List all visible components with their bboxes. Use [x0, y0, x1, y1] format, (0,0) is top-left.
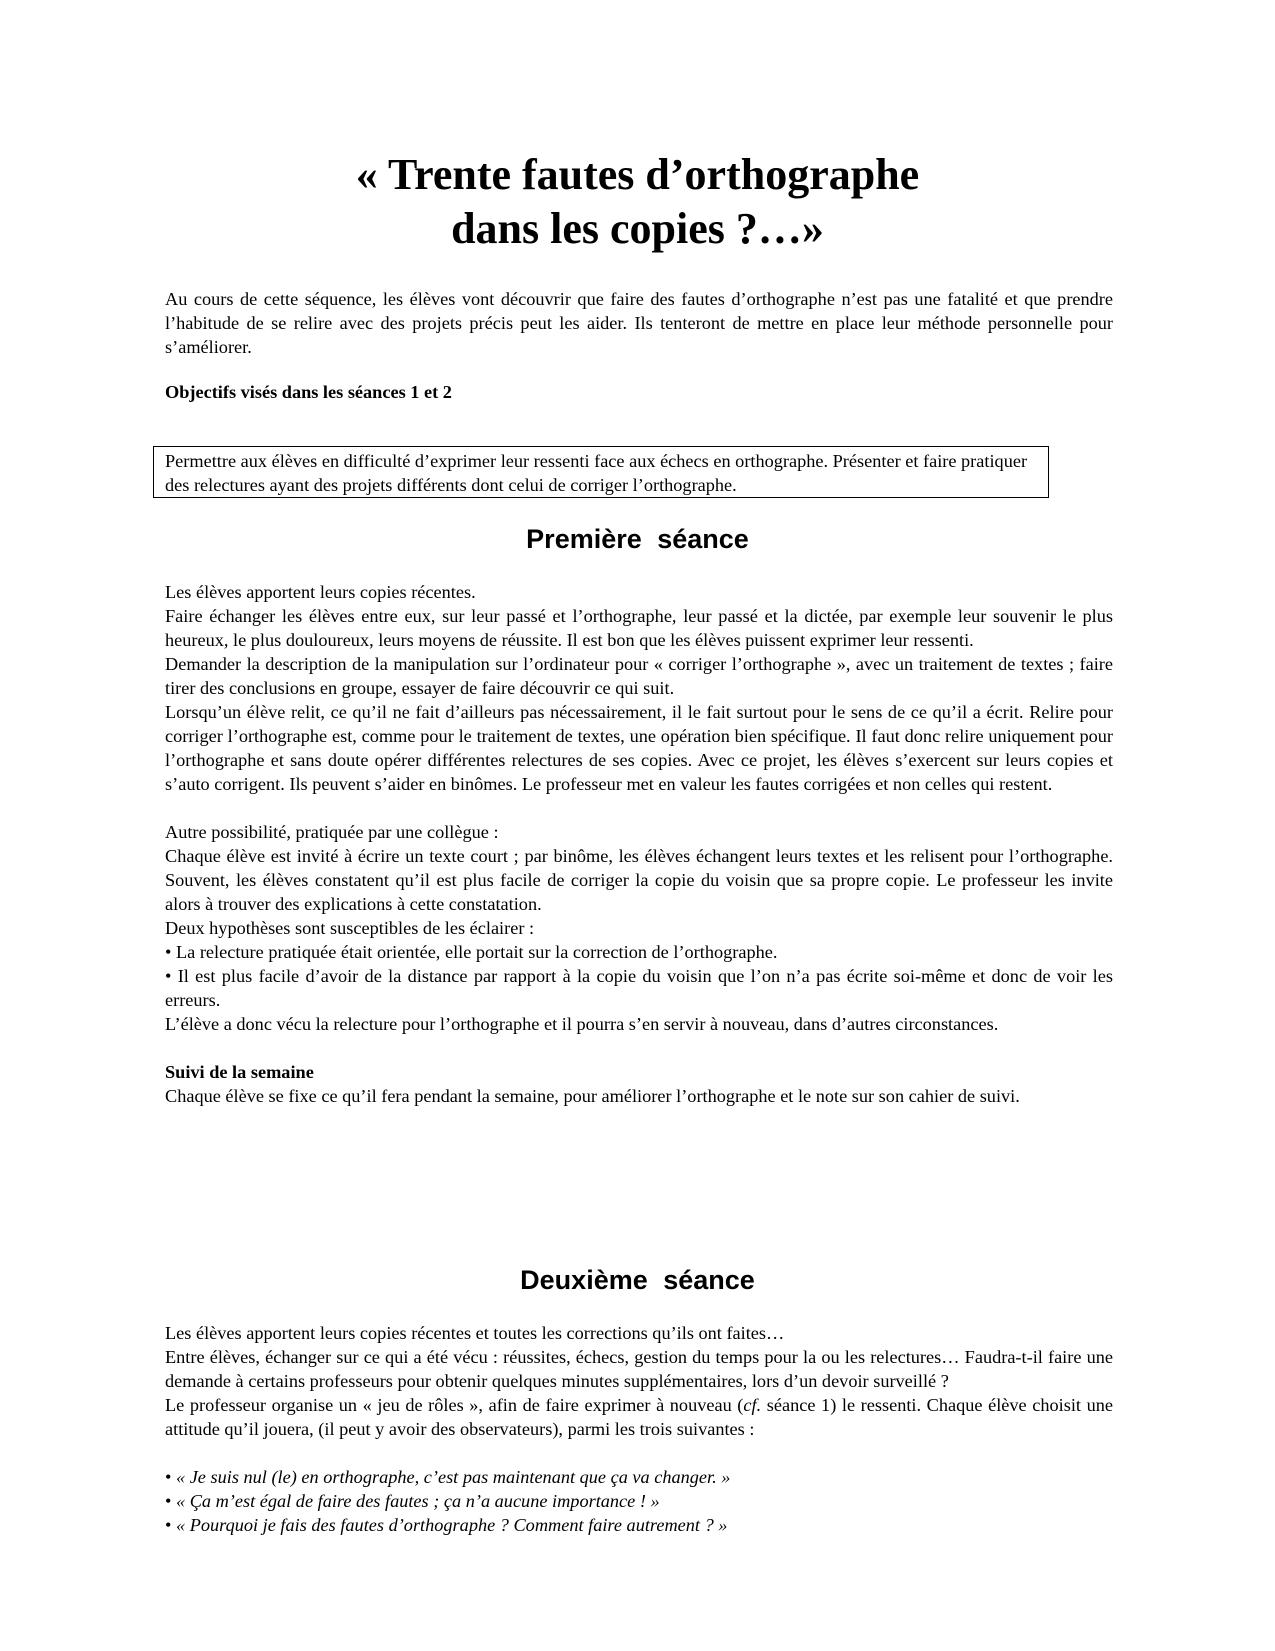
seance-1-p1: Les élèves apportent leurs copies récentes.	[165, 582, 476, 602]
seance-1-p2: Faire échanger les élèves entre eux, sur leur passé et l’orthographe, leur passé et la dictée, par exemple leur souvenir le plus heureux, le plus douloureux, leurs moyens de réussite. Il est bon que les élèves puissent exprimer leur ressenti.	[165, 606, 1113, 650]
spacer	[165, 1441, 1113, 1465]
objectives-box	[153, 446, 1049, 498]
spacer	[165, 1036, 1113, 1060]
document-title	[0, 148, 1275, 256]
seance-2-p2: Entre élèves, échanger sur ce qui a été vécu : réussites, échecs, gestion du temps pour la ou les relectures… Faudra-t-il faire une demande à certains professeurs pour obtenir quelques minutes supplémentaires, lors d’un devoir surveillé ?	[165, 1347, 1113, 1391]
seance-1-p4: Lorsqu’un élève relit, ce qu’il ne fait d’ailleurs pas nécessairement, il le fait surtout pour le sens de ce qu’il a écrit. Relire pour corriger l’orthographe est, comme pour le traitement de textes, une opération bien spécifique. Il faut donc relire uniquement pour l’orthographe et sans doute opérer différentes relectures de ses copies. Avec ce projet, les élèves s’exercent sur leurs copies et s’auto corrigent. Ils peuvent s’aider en binômes. Le professeur met en valeur les fautes corrigées et non celles qui restent.	[165, 702, 1113, 794]
section-heading-seance-1: Première séance	[526, 524, 749, 554]
intro-text: Au cours de cette séquence, les élèves vont découvrir que faire des fautes d’orthographe n’est pas une fatalité et que prendre l’habitude de se relire avec des projets précis peut les aider. Ils tenteront de mettre en place leur méthode personnelle pour s’améliorer.	[165, 289, 1113, 357]
objectives-box-text: Permettre aux élèves en difficulté d’exprimer leur ressenti face aux échecs en orthographe. Présenter et faire pratiquer des relectures ayant des projets différents dont celui de corriger l’orthographe.	[165, 451, 1028, 495]
seance-1-p8: L’élève a donc vécu la relecture pour l’orthographe et il pourra s’en servir à nouveau, dans d’autres circonstances.	[165, 1014, 999, 1034]
section-heading-seance-2: Deuxième séance	[520, 1265, 755, 1295]
title-line-1: « Trente fautes d’orthographe	[355, 150, 920, 199]
quote-1-text: « Je suis nul (le) en orthographe, c’est pas maintenant que ça va changer. »	[175, 1467, 731, 1487]
seance-1-p5: Autre possibilité, pratiquée par une collègue :	[165, 822, 499, 842]
bullet-item-2: • Il est plus facile d’avoir de la distance par rapport à la copie du voisin que l’on n’a pas écrite soi-même et donc de voir les erreurs.	[165, 966, 1113, 1010]
seance-2-body	[165, 1321, 1113, 1537]
suivi-heading: Suivi de la semaine	[165, 1062, 314, 1082]
quote-3-text: « Pourquoi je fais des fautes d’orthographe ? Comment faire autrement ? »	[175, 1515, 728, 1535]
quote-item-3	[165, 1513, 1113, 1537]
suivi-text: Chaque élève se fixe ce qu’il fera pendant la semaine, pour améliorer l’orthographe et le note sur son cahier de suivi.	[165, 1086, 1020, 1106]
bullet: •	[165, 1491, 176, 1511]
seance-2-p3-before: Le professeur organise un « jeu de rôles », afin de faire exprimer à nouveau (	[165, 1395, 744, 1415]
title-line-2: dans les copies ?…»	[451, 204, 824, 253]
objectives-heading-text: Objectifs visés dans les séances 1 et 2	[165, 382, 452, 402]
bullet: •	[165, 1515, 176, 1535]
seance-2-p3-after: séance 1) le ressenti. Chaque élève choisit une attitude qu’il jouera, (il peut y avoir des observateurs), parmi les trois suivantes :	[165, 1395, 1113, 1439]
objectives-heading	[165, 380, 1113, 404]
seance-2-p1: Les élèves apportent leurs copies récentes et toutes les corrections qu’ils ont faites…	[165, 1323, 785, 1343]
bullet: •	[165, 1467, 176, 1487]
bullet-item-1: • La relecture pratiquée était orientée, elle portait sur la correction de l’orthographe.	[165, 942, 778, 962]
quote-item-1	[165, 1465, 1113, 1489]
quote-item-2	[165, 1489, 1113, 1513]
quote-2-text: « Ça m’est égal de faire des fautes ; ça n’a aucune importance ! »	[175, 1491, 660, 1511]
intro-paragraph	[165, 287, 1113, 359]
seance-1-p7: Deux hypothèses sont susceptibles de les éclairer :	[165, 918, 535, 938]
seance-1-body	[165, 580, 1113, 1108]
spacer	[165, 796, 1113, 820]
seance-1-p6: Chaque élève est invité à écrire un texte court ; par binôme, les élèves échangent leurs textes et les relisent pour l’orthographe. Souvent, les élèves constatent qu’il est plus facile de corriger la copie du voisin que sa propre copie. Le professeur les invite alors à trouver des explications à cette constatation.	[165, 846, 1113, 914]
seance-1-p3: Demander la description de la manipulation sur l’ordinateur pour « corriger l’orthographe », avec un traitement de textes ; faire tirer des conclusions en groupe, essayer de faire découvrir ce qui suit.	[165, 654, 1113, 698]
cf-abbreviation: cf.	[743, 1395, 762, 1415]
seance-2-p3	[165, 1393, 1113, 1441]
